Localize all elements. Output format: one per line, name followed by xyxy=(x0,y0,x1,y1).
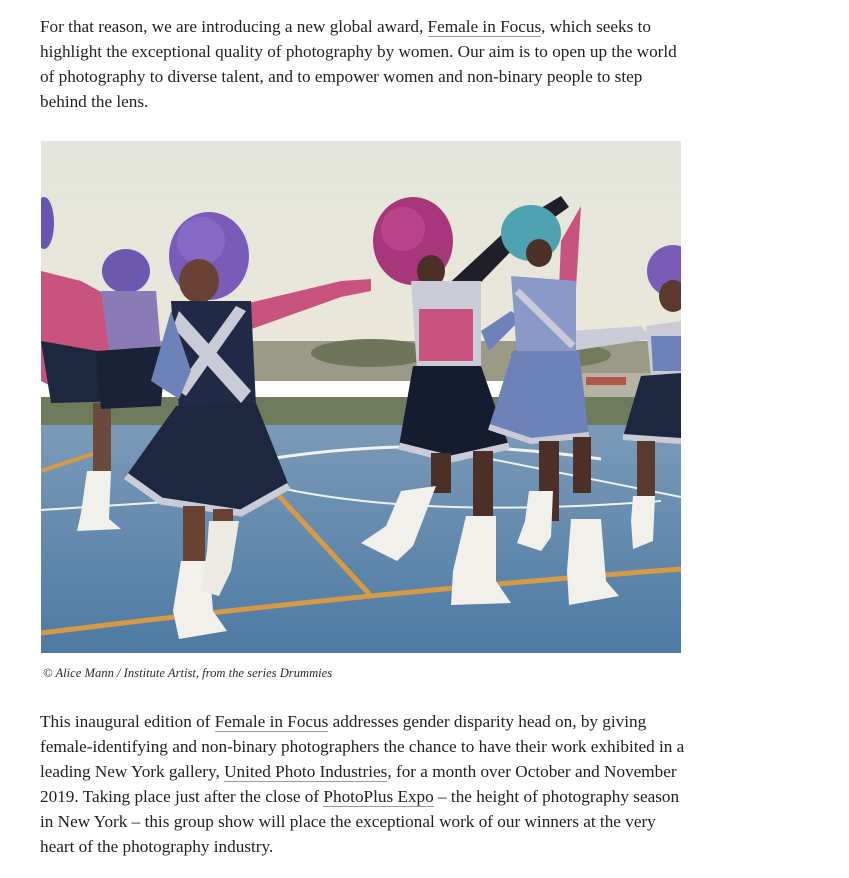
article-intro xyxy=(40,14,685,114)
intro-paragraph xyxy=(40,14,685,114)
female-in-focus-link[interactable]: Female in Focus xyxy=(427,17,542,36)
dancers-photo xyxy=(41,141,681,653)
body-paragraph xyxy=(40,709,690,859)
body-text-2: addresses gender disparity head on, by giving female-identifying and non-binary photographers the chance to have their work exhibited in a leading New York gallery, xyxy=(40,712,685,781)
photo-illustration xyxy=(41,141,681,653)
body-text-4: – the height of photography season in New York – this group show will place the exceptional work of our winners at the very heart of the photography industry. xyxy=(40,787,680,856)
body-text-3: , for a month over October and November 2019. Taking place just after the close of xyxy=(40,762,677,806)
body-text-1: This inaugural edition of xyxy=(40,712,215,731)
photo-caption: © Alice Mann / Institute Artist, from the series Drummies xyxy=(43,666,333,680)
united-photo-industries-link[interactable]: United Photo Industries xyxy=(224,762,388,781)
intro-text-1: For that reason, we are introducing a new global award, xyxy=(40,17,428,36)
female-in-focus-link-2[interactable]: Female in Focus xyxy=(214,712,329,731)
article-body xyxy=(40,709,690,859)
photoplus-expo-link[interactable]: PhotoPlus Expo xyxy=(323,787,434,806)
intro-text-2: , which seeks to highlight the exceptional quality of photography by women. Our aim is to open up the world of photography to diverse talent, and to empower women and non-binary people to step behind the lens. xyxy=(40,17,677,111)
